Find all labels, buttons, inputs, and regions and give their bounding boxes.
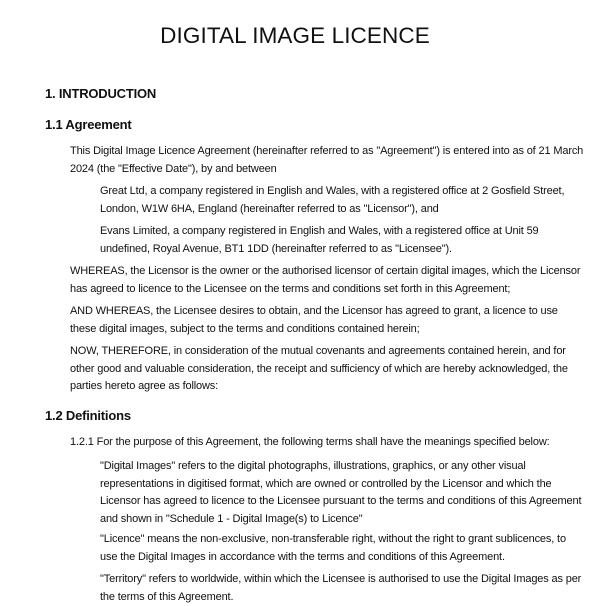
section-heading-introduction: 1. INTRODUCTION (45, 86, 157, 101)
definitions-intro-paragraph: 1.2.1 For the purpose of this Agreement, the following terms shall have the meanings specified below: (70, 436, 550, 448)
definition-licence: "Licence" means the non-exclusive, non-transferable right, without the right to grant sublicences, to use the Digital Images in accordance with the terms and conditions of this Agreement. (100, 533, 566, 563)
definition-territory: "Territory" refers to worldwide, within which the Licensee is authorised to use the Digital Images as per the terms of this Agreement. (100, 573, 582, 603)
whereas-paragraph-2: AND WHEREAS, the Licensee desires to obtain, and the Licensor has agreed to grant, a licence to use these digital images, subject to the terms and conditions contained herein; (70, 305, 558, 335)
subsection-heading-definitions: 1.2 Definitions (45, 408, 131, 423)
licensee-party-paragraph: Evans Limited, a company registered in English and Wales, with a registered office at Unit 59 undefined, Royal Avenue, BT1 1DD (hereinafter referred to as "Licensee"). (100, 225, 539, 255)
now-therefore-paragraph: NOW, THEREFORE, in consideration of the mutual covenants and agreements contained herein, and for other good and valuable consideration, the receipt and sufficiency of which are hereby acknowledged, the parties hereto agree as follows: (70, 345, 568, 392)
licensor-party-paragraph: Great Ltd, a company registered in English and Wales, with a registered office at 2 Gosfield Street, London, W1W 6HA, England (hereinafter referred to as "Licensor"), and (100, 185, 565, 215)
agreement-intro-paragraph: This Digital Image Licence Agreement (hereinafter referred to as "Agreement") is entered into as of 21 March 2024 (the "Effective Date"), by and between (70, 145, 584, 175)
whereas-paragraph-1: WHEREAS, the Licensor is the owner or the authorised licensor of certain digital images, which the Licensor has agreed to licence to the Licensee on the terms and conditions set forth in this Agreement; (70, 265, 581, 295)
subsection-heading-agreement: 1.1 Agreement (45, 117, 132, 132)
definition-digital-images: "Digital Images" refers to the digital photographs, illustrations, graphics, or any other visual representations in digitised format, which are owned or controlled by the Licensor and which the Licensor has agreed to licence to the Licensee pursuant to the terms and conditions of this Agreement and shown in "Schedule 1 - Digital Image(s) to Licence" (100, 460, 582, 525)
document-title: DIGITAL IMAGE LICENCE (160, 23, 430, 48)
